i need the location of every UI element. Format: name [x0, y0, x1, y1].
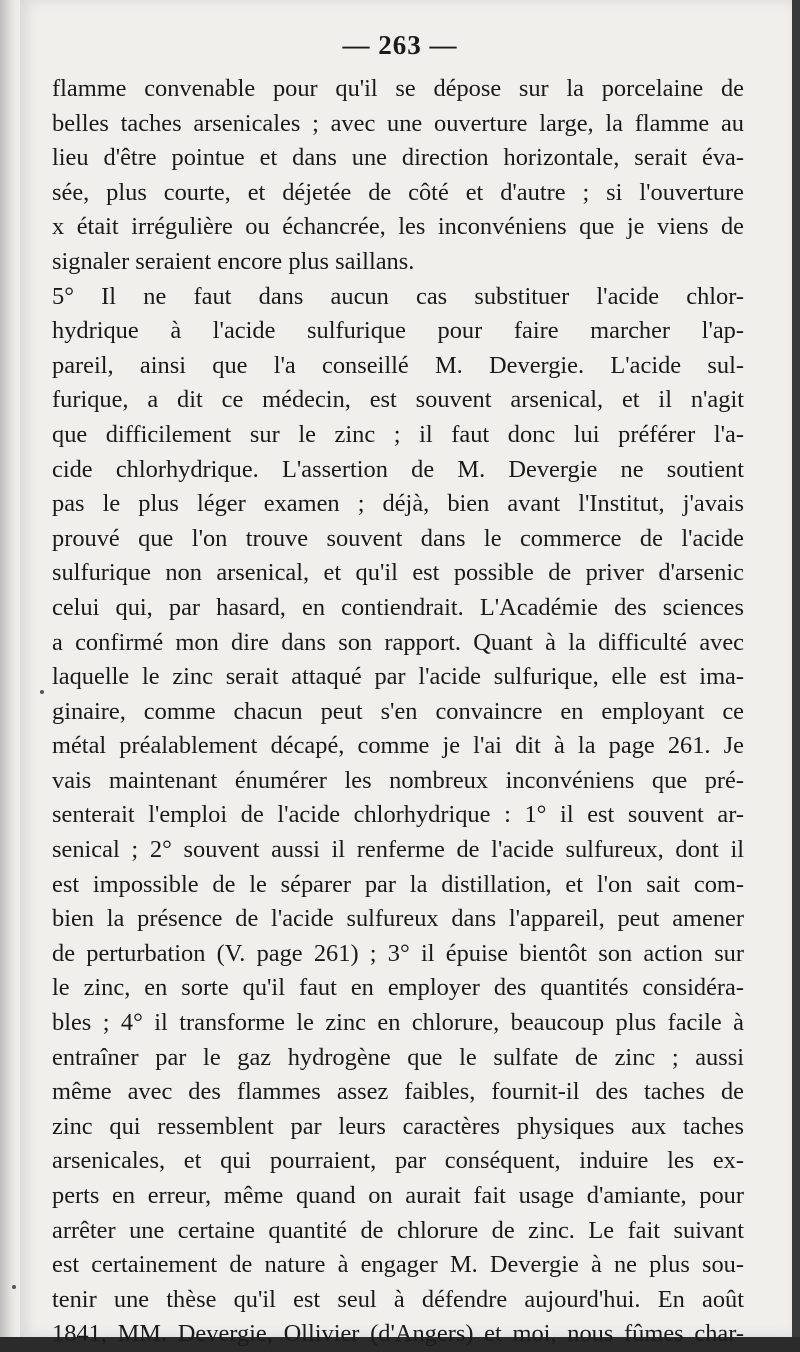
text-line: vais maintenant énumérer les nombreux inconvéniens que pré- [52, 766, 744, 794]
text-line: belles taches arsenicales ; avec une ouverture large, la flamme au [52, 109, 744, 137]
text-line: tenir une thèse qu'il est seul à défendre aujourd'hui. En août [52, 1285, 744, 1313]
text-line: bien la présence de l'acide sulfureux dans l'appareil, peut amener [52, 905, 744, 933]
text-line: a confirmé mon dire dans son rapport. Quant à la difficulté avec [52, 628, 744, 656]
text-line: 1841, MM. Devergie, Ollivier (d'Angers) et moi, nous fûmes char- [52, 1320, 744, 1348]
page-right-edge [792, 0, 800, 1337]
text-line: sulfurique non arsenical, et qu'il est possible de priver d'arsenic [52, 559, 744, 587]
text-line: pareil, ainsi que l'a conseillé M. Devergie. L'acide sul- [52, 351, 744, 379]
text-line: lieu d'être pointue et dans une direction horizontale, serait éva- [52, 144, 744, 172]
print-speck [40, 690, 44, 694]
text-line: celui qui, par hasard, en contiendrait. L'Académie des sciences [52, 593, 744, 621]
text-line: hydrique à l'acide sulfurique pour faire marcher l'ap- [52, 317, 744, 345]
text-line: zinc qui ressemblent par leurs caractères physiques aux taches [52, 1112, 744, 1140]
text-line: même avec des flammes assez faibles, fournit-il des taches de [52, 1078, 744, 1106]
text-line: perts en erreur, même quand on aurait fait usage d'amiante, pour [52, 1182, 744, 1209]
page-number: — 263 — [342, 30, 458, 60]
text-line: senterait l'emploi de l'acide chlorhydrique : 1° il est souvent ar- [52, 801, 744, 829]
text-line: sée, plus courte, et déjetée de côté et d'autre ; si l'ouverture [52, 178, 744, 206]
text-line: senical ; 2° souvent aussi il renferme de l'acide sulfureux, dont il [52, 836, 744, 864]
text-line: est certainement de nature à engager M. Devergie à ne plus sou- [52, 1251, 744, 1279]
text-line: de perturbation (V. page 261) ; 3° il épuise bientôt son action sur [52, 939, 744, 967]
text-line: signaler seraient encore plus saillans. [52, 247, 415, 275]
text-line: le zinc, en sorte qu'il faut en employer des quantités considéra- [52, 974, 744, 1002]
text-line: pas le plus léger examen ; déjà, bien avant l'Institut, j'avais [52, 490, 744, 518]
text-line: arrêter une certaine quantité de chlorure de zinc. Le fait suivant [52, 1216, 744, 1244]
text-line: flamme convenable pour qu'il se dépose sur la porcelaine de [52, 75, 744, 102]
text-line: x était irrégulière ou échancrée, les inconvéniens que je viens de [52, 213, 744, 241]
text-line: cide chlorhydrique. L'assertion de M. Devergie ne soutient [52, 455, 744, 483]
text-line: arsenicales, et qui pourraient, par conséquent, induire les ex- [52, 1147, 744, 1175]
text-line: prouvé que l'on trouve souvent dans le commerce de l'acide [52, 524, 744, 552]
text-line: furique, a dit ce médecin, est souvent arsenical, et il n'agit [52, 386, 744, 414]
text-line: bles ; 4° il transforme le zinc en chlorure, beaucoup plus facile à [52, 1009, 744, 1037]
text-line: laquelle le zinc serait attaqué par l'acide sulfurique, elle est ima- [52, 663, 744, 691]
page-body-text [52, 72, 744, 1352]
text-line: est impossible de le séparer par la distillation, et l'on sait com- [52, 870, 744, 898]
page-gutter-shadow [0, 0, 20, 1337]
text-line: que difficilement sur le zinc ; il faut donc lui préférer l'a- [52, 420, 744, 448]
text-line: métal préalablement décapé, comme je l'ai dit à la page 261. Je [52, 732, 744, 760]
text-line: 5° Il ne faut dans aucun cas substituer l'acide chlor- [52, 282, 744, 310]
text-line: ginaire, comme chacun peut s'en convaincre en employant ce [52, 697, 744, 725]
print-speck [12, 1285, 16, 1289]
text-line: entraîner par le gaz hydrogène que le sulfate de zinc ; aussi [52, 1043, 744, 1071]
